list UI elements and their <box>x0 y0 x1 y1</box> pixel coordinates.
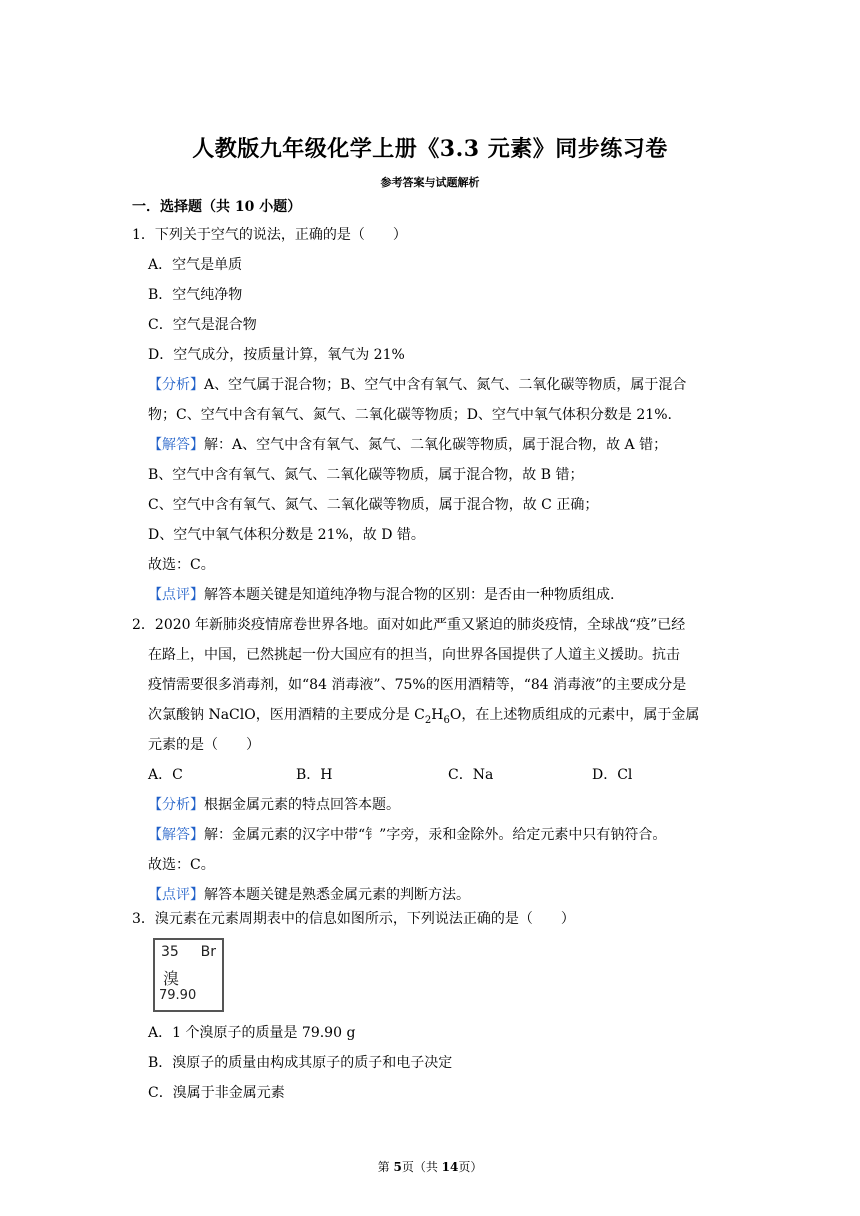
q1-option-d: D．空气成分，按质量计算，氧气为 21% <box>148 347 405 363</box>
q1-solution-line1 <box>148 436 667 454</box>
q1-stem: 1．下列关于空气的说法，正确的是（ ） <box>132 227 407 243</box>
q1-solution-line2: B、空气中含有氧气、氮气、二氧化碳等物质，属于混合物，故 B 错； <box>148 467 584 483</box>
section-heading: 一．选择题（共 10 小题） <box>132 199 302 215</box>
q1-analysis-line2: 物；C、空气中含有氧气、氮气、二氧化碳等物质；D、空气中氧气体积分数是 21%. <box>148 407 672 423</box>
q2-stem-line4-c: O，在上述物质组成的元素中，属于金属 <box>449 707 700 723</box>
page-title: 人教版九年级化学上册《3.3 元素》同步练习卷 <box>192 136 668 162</box>
q1-option-a: A．空气是单质 <box>148 257 243 273</box>
page-footer <box>0 1158 860 1175</box>
comment-tag: 【点评】 <box>148 887 204 903</box>
subscript-2: 2 <box>424 714 432 726</box>
q2-comment <box>148 886 470 904</box>
page-subtitle: 参考答案与试题解析 <box>380 176 480 189</box>
periodic-element-card <box>153 938 224 1012</box>
q1-comment-text: 解答本题关键是知道纯净物与混合物的区别：是否由一种物质组成. <box>204 587 615 603</box>
q3-option-b: B．溴原子的质量由构成其原子的质子和电子决定 <box>148 1055 453 1071</box>
q1-option-c: C．空气是混合物 <box>148 317 257 333</box>
analysis-tag: 【分析】 <box>148 797 204 813</box>
q2-option-b: B．H <box>296 767 333 783</box>
page-number: 5 <box>393 1160 402 1174</box>
q1-solution-text: 解：A、空气中含有氧气、氮气、二氧化碳等物质，属于混合物，故 A 错； <box>204 437 668 453</box>
comment-tag: 【点评】 <box>148 587 204 603</box>
q2-solution <box>148 826 666 844</box>
q1-solution-line3: C、空气中含有氧气、氮气、二氧化碳等物质，属于混合物，故 C 正确； <box>148 497 599 513</box>
element-name: 溴 <box>163 969 180 988</box>
subscript-6: 6 <box>443 714 450 726</box>
q2-analysis-text: 根据金属元素的特点回答本题。 <box>204 797 400 813</box>
q1-solution-line4: D、空气中氧气体积分数是 21%，故 D 错。 <box>148 527 425 543</box>
q2-stem-line5: 元素的是（ ） <box>148 737 260 753</box>
q1-option-b: B．空气纯净物 <box>148 287 243 303</box>
atomic-number: 35 <box>161 944 179 960</box>
q1-analysis-line1 <box>148 376 686 394</box>
q2-stem-line4-a: 次氯酸钠 NaClO，医用酒精的主要成分是 C <box>148 707 425 723</box>
analysis-tag: 【分析】 <box>148 377 204 393</box>
q2-analysis <box>148 796 400 814</box>
q2-option-d: D．Cl <box>592 767 633 783</box>
solution-tag: 【解答】 <box>148 827 204 843</box>
footer-prefix: 第 <box>377 1160 394 1174</box>
element-symbol: Br <box>200 944 216 960</box>
q2-option-c: C．Na <box>448 767 494 783</box>
q3-option-a: A．1 个溴原子的质量是 79.90 g <box>148 1025 356 1041</box>
q2-solution-text: 解：金属元素的汉字中带“钅”字旁，汞和金除外。给定元素中只有钠符合。 <box>204 827 667 843</box>
q2-stem-line4-b: H <box>431 707 444 723</box>
atomic-mass: 79.90 <box>159 988 197 1003</box>
footer-middle: 页（共 <box>401 1160 442 1174</box>
q2-stem-line4 <box>148 706 699 730</box>
q2-answer: 故选：C。 <box>148 857 215 873</box>
q2-stem-line3: 疫情需要很多消毒剂，如“84 消毒液”、75%的医用酒精等，“84 消毒液”的主要成分是 <box>148 677 687 693</box>
q3-option-c: C．溴属于非金属元素 <box>148 1085 285 1101</box>
solution-tag: 【解答】 <box>148 437 204 453</box>
q3-stem: 3．溴元素在元素周期表中的信息如图所示，下列说法正确的是（ ） <box>132 911 575 927</box>
q1-comment <box>148 586 614 604</box>
q2-stem-line2: 在路上，中国，已然挑起一份大国应有的担当，向世界各国提供了人道主义援助。抗击 <box>148 647 680 663</box>
total-pages: 14 <box>441 1160 459 1174</box>
q2-options <box>148 766 748 784</box>
q1-analysis-text: A、空气属于混合物；B、空气中含有氧气、氮气、二氧化碳等物质，属于混合 <box>204 377 687 393</box>
q2-stem-line1: 2．2020 年新肺炎疫情席卷世界各地。面对如此严重又紧迫的肺炎疫情，全球战“疫”已经 <box>132 617 686 633</box>
q1-answer: 故选：C。 <box>148 557 215 573</box>
q2-option-a: A．C <box>148 767 183 783</box>
footer-suffix: 页） <box>458 1160 483 1174</box>
q2-comment-text: 解答本题关键是熟悉金属元素的判断方法。 <box>204 887 470 903</box>
